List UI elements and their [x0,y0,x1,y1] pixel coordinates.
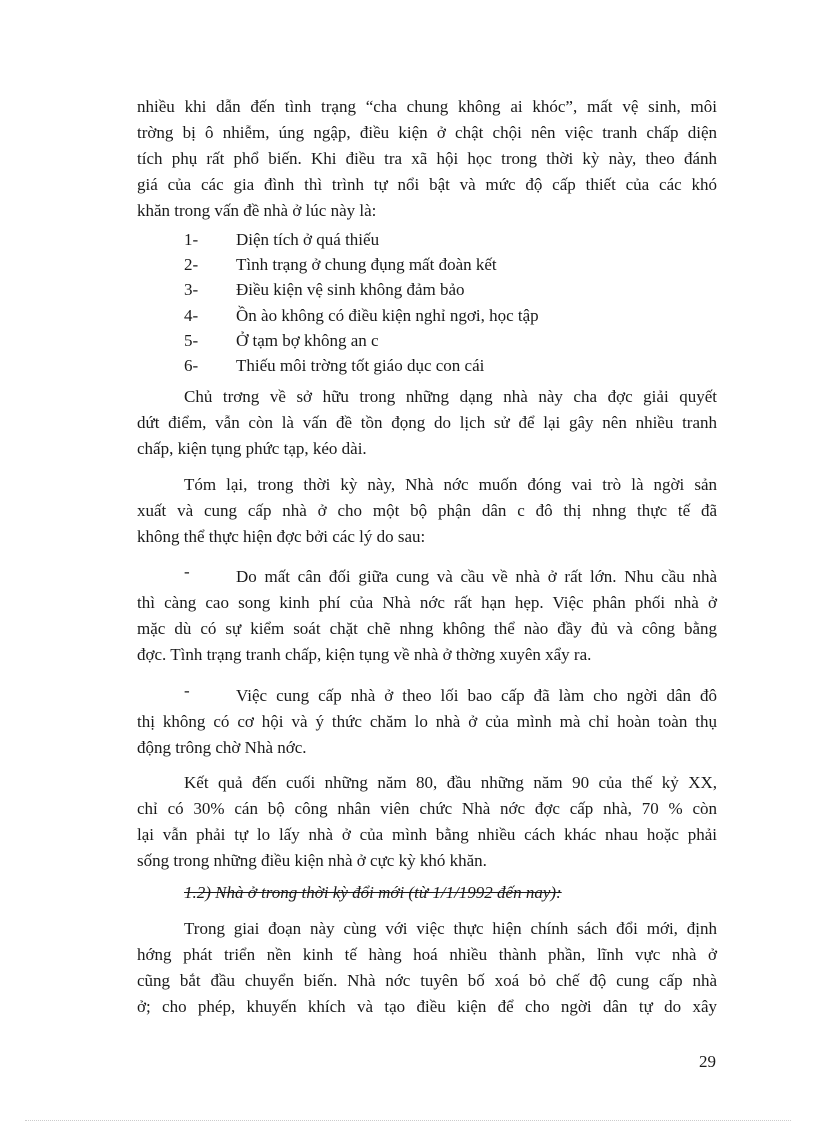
list-item-text: Tình trạng ở chung đụng mất đoàn kết [236,255,497,274]
list-item-text: Điều kiện vệ sinh không đảm bảo [236,280,465,299]
list-item-number: 5- [184,331,199,350]
para5-line-2: hớng phát triển nền kinh tế hàng hoá nhiều thành phần, lĩnh vực nhà ở [137,945,717,964]
list-item-text: Ở tạm bợ không an c [236,331,379,350]
para1-line-3: tích phụ rất phổ biến. Khi điều tra xã hội học trong thời kỳ này, theo đánh [137,149,717,168]
para4-line-2: chỉ có 30% cán bộ công nhân viên chức Nhà nớc đợc cấp nhà, 70 % còn [137,799,717,818]
bullet1-line-3: mặc dù có sự kiểm soát chặt chẽ nhng không thể nào đầy đủ và công bằng [137,619,717,638]
para5-line-4: ở; cho phép, khuyến khích và tạo điều kiện để cho ngời dân tự do xây [137,997,717,1016]
para4-line-3: lại vẫn phải tự lo lấy nhà ở của mình bằng nhiều cách khác nhau hoặc phải [137,825,717,844]
para3-line-2: xuất và cung cấp nhà ở cho một bộ phận dân c đô thị nhng thực tế đã [137,501,717,520]
list-item-number: 1- [184,230,199,249]
section-heading: 1.2) Nhà ở trong thời kỳ đổi mới (từ 1/1/1992 đến nay): [184,883,562,902]
para2-line-2: dứt điểm, vẫn còn là vấn đề tồn đọng do lịch sử để lại gây nên nhiều tranh [137,413,717,432]
bullet2-line-1: Việc cung cấp nhà ở theo lối bao cấp đã làm cho ngời dân đô [236,686,717,705]
para3-line-1: Tóm lại, trong thời kỳ này, Nhà nớc muốn đóng vai trò là ngời sản [184,475,717,494]
para2-line-3: chấp, kiện tụng phức tạp, kéo dài. [137,439,367,458]
list-item-number: 2- [184,255,199,274]
para3-line-3: không thể thực hiện đợc bởi các lý do sau: [137,527,426,546]
bullet2-line-2: thị không có cơ hội và ý thức chăm lo nhà ở của mình mà chỉ hoàn toàn thụ [137,712,717,731]
para5-line-3: cũng bắt đầu chuyển biến. Nhà nớc tuyên bố xoá bỏ chế độ cung cấp nhà [137,971,717,990]
para1-line-2: trờng bị ô nhiễm, úng ngập, điều kiện ở chật chội nên việc tranh chấp diện [137,123,717,142]
list-item-text: Diện tích ở quá thiếu [236,230,380,249]
para4-line-4: sống trong những điều kiện nhà ở cực kỳ khó khăn. [137,851,487,870]
list-item-number: 4- [184,306,199,325]
bullet1-line-4: đợc. Tình trạng tranh chấp, kiện tụng về nhà ở thờng xuyên xẩy ra. [137,645,592,664]
list-item-number: 6- [184,356,199,375]
para2-line-1: Chủ trơng về sở hữu trong những dạng nhà này cha đợc giải quyết [184,387,717,406]
para1-line-4: giá của các gia đình thì trình tự nổi bật và mức độ cấp thiết của các khó [137,175,717,194]
bullet-dash: - [184,681,190,700]
bullet1-line-2: thì càng cao song kinh phí của Nhà nớc rất hạn hẹp. Việc phân phối nhà ở [137,593,717,612]
list-item-text: Thiếu môi trờng tốt giáo dục con cái [236,356,485,375]
para5-line-1: Trong giai đoạn này cùng với việc thực hiện chính sách đổi mới, định [184,919,717,938]
bullet-dash: - [184,562,190,581]
list-item-number: 3- [184,280,199,299]
para1-line-1: nhiều khi dẫn đến tình trạng “cha chung không ai khóc”, mất vệ sinh, môi [137,97,717,116]
page-number: 29 [699,1052,716,1071]
bullet1-line-1: Do mất cân đối giữa cung và cầu về nhà ở rất lớn. Nhu cầu nhà [236,567,717,586]
para4-line-1: Kết quả đến cuối những năm 80, đầu những năm 90 của thế kỷ XX, [184,773,717,792]
para1-line-5: khăn trong vấn đề nhà ở lúc này là: [137,201,377,220]
bullet2-line-3: động trông chờ Nhà nớc. [137,738,307,757]
list-item-text: Ồn ào không có điều kiện nghỉ ngơi, học tập [236,306,539,325]
page-bottom-rule [25,1120,791,1121]
